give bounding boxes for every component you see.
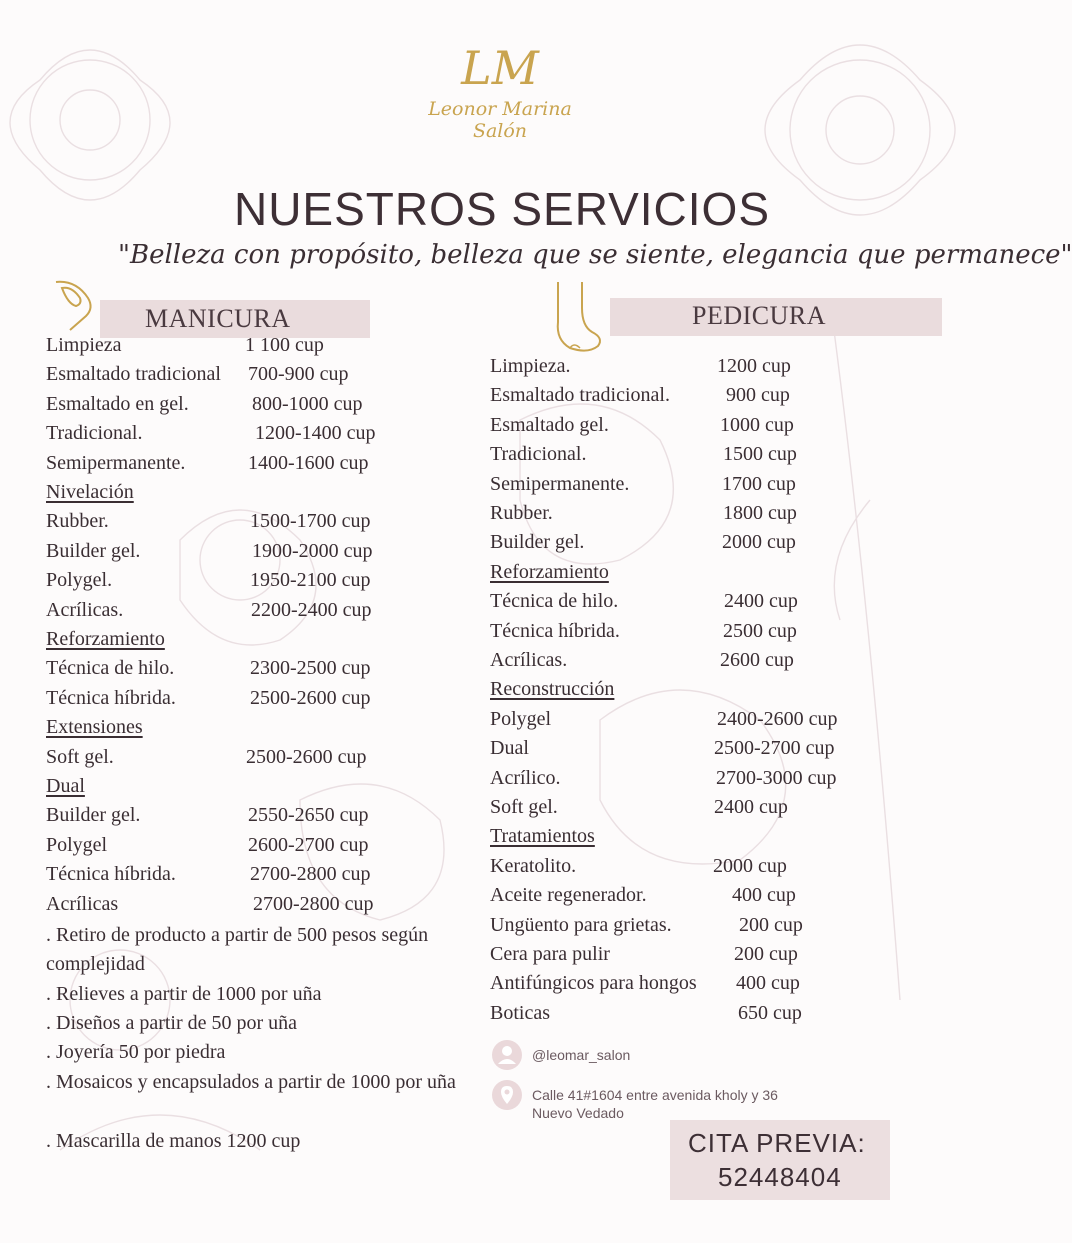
service-row: [490, 383, 890, 409]
service-name: Reforzamiento: [46, 628, 165, 650]
logo-name: Leonor Marina: [428, 98, 572, 120]
service-price: 400 cup: [736, 972, 800, 995]
service-row: [46, 833, 466, 859]
service-price: 1200 cup: [717, 355, 791, 377]
service-row: [46, 392, 466, 418]
tagline: "Belleza con propósito, belleza que se siente, elegancia que permanece": [118, 240, 1072, 270]
service-name: Builder gel.: [46, 539, 141, 562]
cita-label: CITA PREVIA:: [688, 1128, 866, 1158]
service-row: [46, 686, 466, 712]
service-price: 1800 cup: [723, 502, 797, 524]
subsection-heading: [490, 677, 890, 703]
page-title: NUESTROS SERVICIOS: [233, 183, 771, 235]
service-row: [490, 766, 890, 792]
service-row: [46, 862, 466, 888]
service-name: Boticas: [490, 1001, 550, 1024]
service-row: [490, 913, 890, 939]
service-name: Builder gel.: [490, 531, 585, 554]
logo-subname: Salón: [472, 120, 528, 142]
user-icon-badge: [492, 1040, 522, 1070]
service-row: [490, 883, 890, 909]
cita-phone[interactable]: 52448404: [718, 1162, 842, 1192]
service-price: 400 cup: [732, 884, 796, 907]
subsection-heading: [490, 824, 890, 850]
service-row: [490, 619, 890, 645]
service-name: Esmaltado gel.: [490, 413, 609, 436]
service-name: Tratamientos: [490, 825, 595, 848]
service-name: Aceite regenerador.: [490, 884, 647, 907]
service-price: 2500-2600 cup: [246, 745, 367, 768]
service-name: Acrílicas.: [490, 649, 568, 671]
service-row: [490, 354, 890, 380]
service-name: Esmaltado tradicional: [46, 363, 221, 386]
service-row: [46, 509, 466, 535]
manicura-heading: MANICURA: [145, 304, 291, 333]
service-name: Limpieza: [46, 334, 122, 356]
service-price: 2600-2700 cup: [248, 833, 369, 856]
service-name: Cera para pulir: [490, 943, 610, 965]
address-line-1: Calle 41#1604 entre avenida kholy y 36: [532, 1087, 778, 1103]
service-name: Ungüento para grietas.: [490, 913, 672, 936]
service-row: [46, 656, 466, 682]
service-name: Keratolito.: [490, 854, 577, 877]
service-row: [46, 421, 466, 447]
service-price: 2400 cup: [714, 796, 788, 818]
note-item: . Retiro de producto a partir de 500 pesos según complejidad: [46, 924, 429, 975]
service-name: Polygel: [490, 707, 552, 730]
service-row: [490, 501, 890, 527]
service-price: 200 cup: [739, 913, 803, 936]
user-icon: [492, 1040, 522, 1070]
subsection-heading: [46, 715, 466, 741]
service-price: 1500-1700 cup: [250, 510, 371, 533]
service-row: [46, 568, 466, 594]
service-row: [490, 795, 890, 821]
service-row: [490, 648, 890, 674]
service-price: 1900-2000 cup: [252, 539, 373, 562]
service-name: Nivelación: [46, 481, 134, 503]
logo-monogram: LM: [461, 41, 539, 95]
service-name: Polygel.: [46, 569, 113, 592]
service-row: [46, 803, 466, 829]
service-name: Dual: [490, 737, 529, 760]
cita-previa-box: [670, 1120, 890, 1200]
service-price: 2500 cup: [723, 619, 797, 642]
subsection-heading: [46, 627, 466, 653]
service-name: Rubber.: [46, 510, 109, 533]
service-row: [46, 333, 466, 359]
service-row: [46, 451, 466, 477]
service-row: [490, 854, 890, 880]
hand-nail-icon: [48, 276, 98, 336]
service-name: Limpieza.: [490, 355, 571, 377]
service-price: 2600 cup: [720, 649, 794, 671]
service-price: 2200-2400 cup: [251, 598, 372, 621]
service-price: 1950-2100 cup: [250, 569, 371, 592]
service-row: [46, 539, 466, 565]
address-line-2: Nuevo Vedado: [532, 1105, 624, 1121]
service-price: 2400 cup: [724, 590, 798, 613]
service-name: Técnica de hilo.: [490, 590, 619, 613]
service-name: Técnica híbrida.: [46, 686, 176, 709]
service-name: Reforzamiento: [490, 560, 609, 583]
note-item: . Mascarilla de manos 1200 cup: [46, 1130, 301, 1152]
service-price: 2000 cup: [713, 854, 787, 877]
service-name: Dual: [46, 775, 85, 797]
service-row: [490, 707, 890, 733]
service-price: 1500 cup: [723, 443, 797, 466]
service-row: [490, 971, 890, 997]
service-price: 2700-2800 cup: [253, 892, 374, 915]
service-price: 650 cup: [738, 1001, 802, 1024]
instagram-handle[interactable]: @leomar_salon: [532, 1047, 631, 1063]
service-name: Tradicional.: [490, 443, 587, 466]
service-name: Acrílicas.: [46, 598, 124, 621]
service-price: 1700 cup: [722, 472, 796, 495]
service-price: 2550-2650 cup: [248, 804, 369, 827]
service-price: 2400-2600 cup: [717, 707, 838, 730]
service-price: 1 100 cup: [245, 334, 324, 356]
service-name: Soft gel.: [490, 796, 558, 818]
service-row: [46, 362, 466, 388]
service-name: Semipermanente.: [46, 451, 186, 474]
salon-logo: [410, 38, 590, 188]
service-price: 900 cup: [726, 384, 790, 407]
service-name: Reconstrucción: [490, 678, 615, 701]
location-pin-icon: [492, 1080, 522, 1110]
service-name: Tradicional.: [46, 422, 143, 445]
service-name: Soft gel.: [46, 745, 114, 768]
service-price: 2500-2600 cup: [250, 686, 371, 709]
service-name: Esmaltado en gel.: [46, 392, 189, 415]
service-name: Extensiones: [46, 716, 143, 739]
service-row: [490, 589, 890, 615]
subsection-heading: [490, 560, 890, 586]
pedicura-heading: PEDICURA: [692, 301, 827, 330]
service-name: Técnica de hilo.: [46, 657, 175, 680]
service-price: 2000 cup: [722, 531, 796, 554]
note-item: . Diseños a partir de 50 por uña: [46, 1012, 298, 1034]
service-row: [46, 892, 466, 918]
service-name: Polygel: [46, 833, 108, 856]
note-item: . Joyería 50 por piedra: [46, 1041, 226, 1063]
service-price: 1400-1600 cup: [248, 451, 369, 474]
subsection-heading: [46, 774, 466, 800]
service-name: Antifúngicos para hongos: [490, 972, 697, 995]
subsection-heading: [46, 480, 466, 506]
location-icon-badge: [492, 1080, 522, 1110]
service-name: Acrílico.: [490, 766, 561, 789]
service-row: [490, 472, 890, 498]
service-name: Acrílicas: [46, 892, 119, 915]
service-price: 2500-2700 cup: [714, 737, 835, 760]
service-name: Rubber.: [490, 502, 553, 524]
service-price: 2300-2500 cup: [250, 657, 371, 680]
service-price: 2700-2800 cup: [250, 863, 371, 886]
service-row: [46, 745, 466, 771]
service-name: Semipermanente.: [490, 472, 630, 495]
service-row: [490, 942, 890, 968]
foot-icon: [540, 278, 610, 358]
service-name: Técnica híbrida.: [490, 619, 620, 642]
service-row: [490, 736, 890, 762]
service-row: [490, 442, 890, 468]
service-price: 200 cup: [734, 943, 798, 965]
note-item: . Mosaicos y encapsulados a partir de 1000 por uña: [46, 1071, 456, 1093]
note-item: . Relieves a partir de 1000 por uña: [46, 983, 322, 1005]
service-price: 1200-1400 cup: [255, 422, 376, 445]
service-row: [46, 598, 466, 624]
service-row: [490, 413, 890, 439]
service-price: 1000 cup: [720, 413, 794, 436]
service-price: 2700-3000 cup: [716, 766, 837, 789]
service-name: Técnica híbrida.: [46, 863, 176, 886]
service-price: 700-900 cup: [248, 363, 349, 386]
service-name: Builder gel.: [46, 804, 141, 827]
service-price: 800-1000 cup: [252, 392, 363, 415]
service-row: [490, 530, 890, 556]
service-row: [490, 1001, 890, 1027]
service-name: Esmaltado tradicional.: [490, 384, 670, 407]
